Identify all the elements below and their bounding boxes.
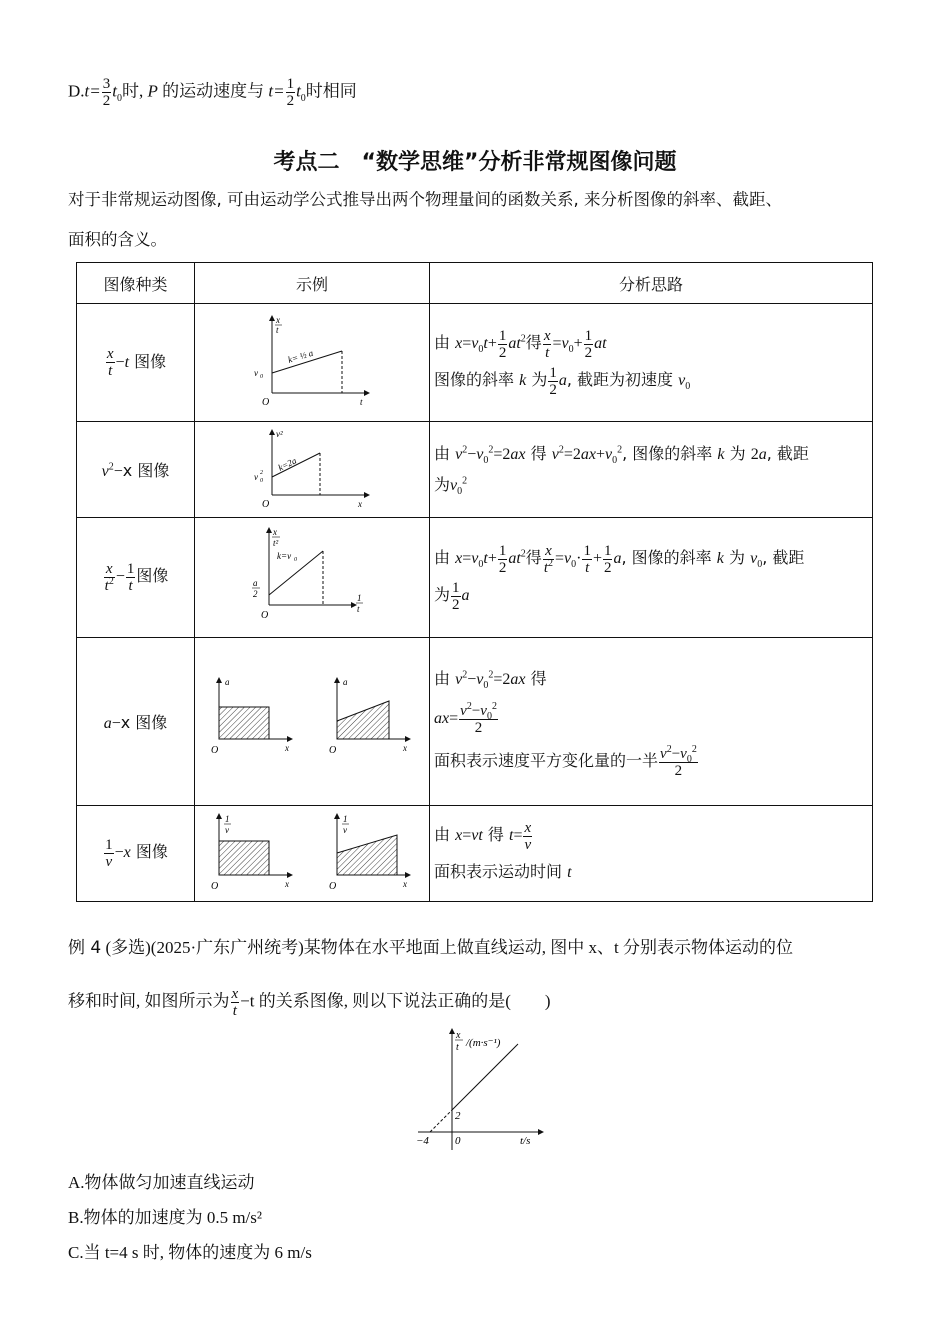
fraction: $\frac{3}{2}$ [102, 76, 111, 109]
svg-text:1: 1 [225, 813, 230, 824]
graph-xlabel: t/s [520, 1135, 531, 1147]
row-example [195, 304, 430, 422]
svg-text:x: x [285, 742, 289, 753]
table-row [77, 638, 873, 806]
graph-ylabel: /(m·s⁻¹) [466, 1037, 501, 1049]
row-kind: $\frac{x}{t}$ −t 图像 [77, 304, 195, 422]
v2-x-graph [252, 425, 372, 511]
option-d: D.t= $\frac{3}{2}$ $t_0$时, P 的运动速度与 t= $\frac{1}{2}$ $t_0$时相同 [68, 76, 357, 109]
table-row [77, 806, 873, 902]
svg-text:t: t [360, 396, 363, 407]
svg-text:O: O [329, 744, 337, 756]
svg-text:a: a [343, 676, 348, 687]
svg-text:t: t [456, 1042, 459, 1053]
svg-text:2: 2 [253, 589, 258, 599]
xt2-1t-graph [247, 523, 377, 628]
svg-text:a: a [225, 676, 230, 687]
svg-text:x: x [456, 1030, 461, 1041]
row-example [195, 422, 430, 518]
svg-text:k=v: k=v [277, 551, 292, 561]
svg-text:t²: t² [273, 538, 279, 548]
option-c: C.当 t=4 s 时, 物体的速度为 6 m/s [68, 1243, 312, 1262]
row-kind: a−x 图像 [77, 638, 195, 806]
svg-text:O: O [329, 880, 337, 892]
row-kind: $\frac{1}{v}$ −x 图像 [77, 806, 195, 902]
graph-origin: 0 [455, 1135, 461, 1147]
svg-text:2: 2 [260, 469, 263, 476]
intro-line-2: 面积的含义。 [68, 230, 167, 249]
svg-text:k= ½ a: k= ½ a [286, 347, 315, 365]
example-4-line-2: 移和时间, 如图所示为 $\frac{x}{t}$ −t 的关系图像, 则以下说法正确的是( ) [68, 986, 551, 1019]
graph-intercept: 2 [455, 1110, 461, 1122]
xt-t-graph [252, 311, 372, 411]
svg-text:0: 0 [260, 477, 263, 484]
svg-text:x: x [358, 498, 362, 509]
svg-text:x: x [403, 878, 407, 889]
a-x-graphs [197, 675, 427, 765]
row-kind: $\frac{x}{t^2}$ − $\frac{1}{t}$ 图像 [77, 518, 195, 638]
section-title: 考点二 “数学思维”分析非常规图像问题 [273, 150, 677, 175]
table-header-row [77, 263, 873, 304]
svg-text:1: 1 [357, 593, 362, 603]
table-row [77, 422, 873, 518]
svg-text:a: a [253, 578, 258, 588]
example-4-line-1: 例 4 (多选)(2025·广东广州统考)某物体在水平地面上做直线运动, 图中 x、t 分别表示物体运动的位 [68, 938, 794, 958]
svg-text:O: O [262, 396, 270, 408]
header-kind: 图像种类 [77, 263, 195, 304]
svg-text:k=2a: k=2a [276, 454, 299, 473]
row-example [195, 638, 430, 806]
row-analysis: 由 $x=v_0t+$ $\frac{1}{2}$ $at^2$得 $\frac{x}{t}$ $=v_0+$ $\frac{1}{2}$ at 图像的斜率 k 为 $\frac{1}{2}$ a, 截距为初速度 $v_0$ [430, 304, 873, 422]
example-4-graph [410, 1026, 550, 1150]
row-analysis: 由 $v^2-v_0^2=2ax$ 得 $v^2=2ax+v_0^2$, 图像的斜率 k 为 2a, 截距 为$v_0^2$ [430, 422, 873, 518]
fraction: $\frac{1}{2}$ [286, 76, 295, 109]
svg-text:v²: v² [276, 428, 283, 439]
svg-text:x: x [273, 527, 277, 537]
svg-text:x: x [285, 878, 289, 889]
row-analysis: 由 $x=v_0t+$ $\frac{1}{2}$ $at^2$得 $\frac{x}{t^2}$ $=v_0\cdot$ $\frac{1}{t}$ + $\frac{1}{2}$ a, 图像的斜率 k 为 $v_0$, 截距 为 $\frac{1}{2}$ a [430, 518, 873, 638]
row-analysis: 由 x=vt 得 t= $\frac{x}{v}$ 面积表示运动时间 t [430, 806, 873, 902]
svg-text:O: O [211, 880, 219, 892]
svg-text:O: O [262, 498, 270, 510]
intro-line-1: 对于非常规运动图像, 可由运动学公式推导出两个物理量间的函数关系, 来分析图像的斜率、截距、 [68, 190, 782, 209]
graph-xneg: −4 [416, 1135, 429, 1147]
svg-text:v: v [225, 824, 229, 835]
svg-text:0: 0 [294, 557, 297, 563]
svg-text:O: O [261, 610, 269, 621]
header-analysis: 分析思路 [430, 263, 873, 304]
row-kind: $v^2-x$ 图像 [77, 422, 195, 518]
svg-text:x: x [276, 314, 280, 325]
row-example [195, 518, 430, 638]
svg-text:v: v [343, 824, 347, 835]
svg-text:1: 1 [343, 813, 348, 824]
graph-types-table [76, 262, 873, 902]
option-a: A.物体做匀加速直线运动 [68, 1173, 255, 1192]
row-analysis: 由 $v^2-v_0^2=2ax$ 得 ax= $\frac{v^2-v_0^2}{2}$ 面积表示速度平方变化量的一半 $\frac{v^2-v_0^2}{2}$ [430, 638, 873, 806]
svg-text:O: O [211, 744, 219, 756]
svg-text:v: v [254, 471, 258, 482]
svg-text:x: x [403, 742, 407, 753]
svg-text:v: v [254, 367, 258, 378]
header-example: 示例 [195, 263, 430, 304]
svg-text:0: 0 [260, 373, 263, 380]
option-b: B.物体的加速度为 0.5 m/s² [68, 1208, 262, 1227]
row-example [195, 806, 430, 902]
table-row [77, 304, 873, 422]
svg-text:t: t [276, 324, 279, 335]
1v-x-graphs [197, 811, 427, 893]
table-row [77, 518, 873, 638]
svg-text:t: t [357, 604, 360, 614]
